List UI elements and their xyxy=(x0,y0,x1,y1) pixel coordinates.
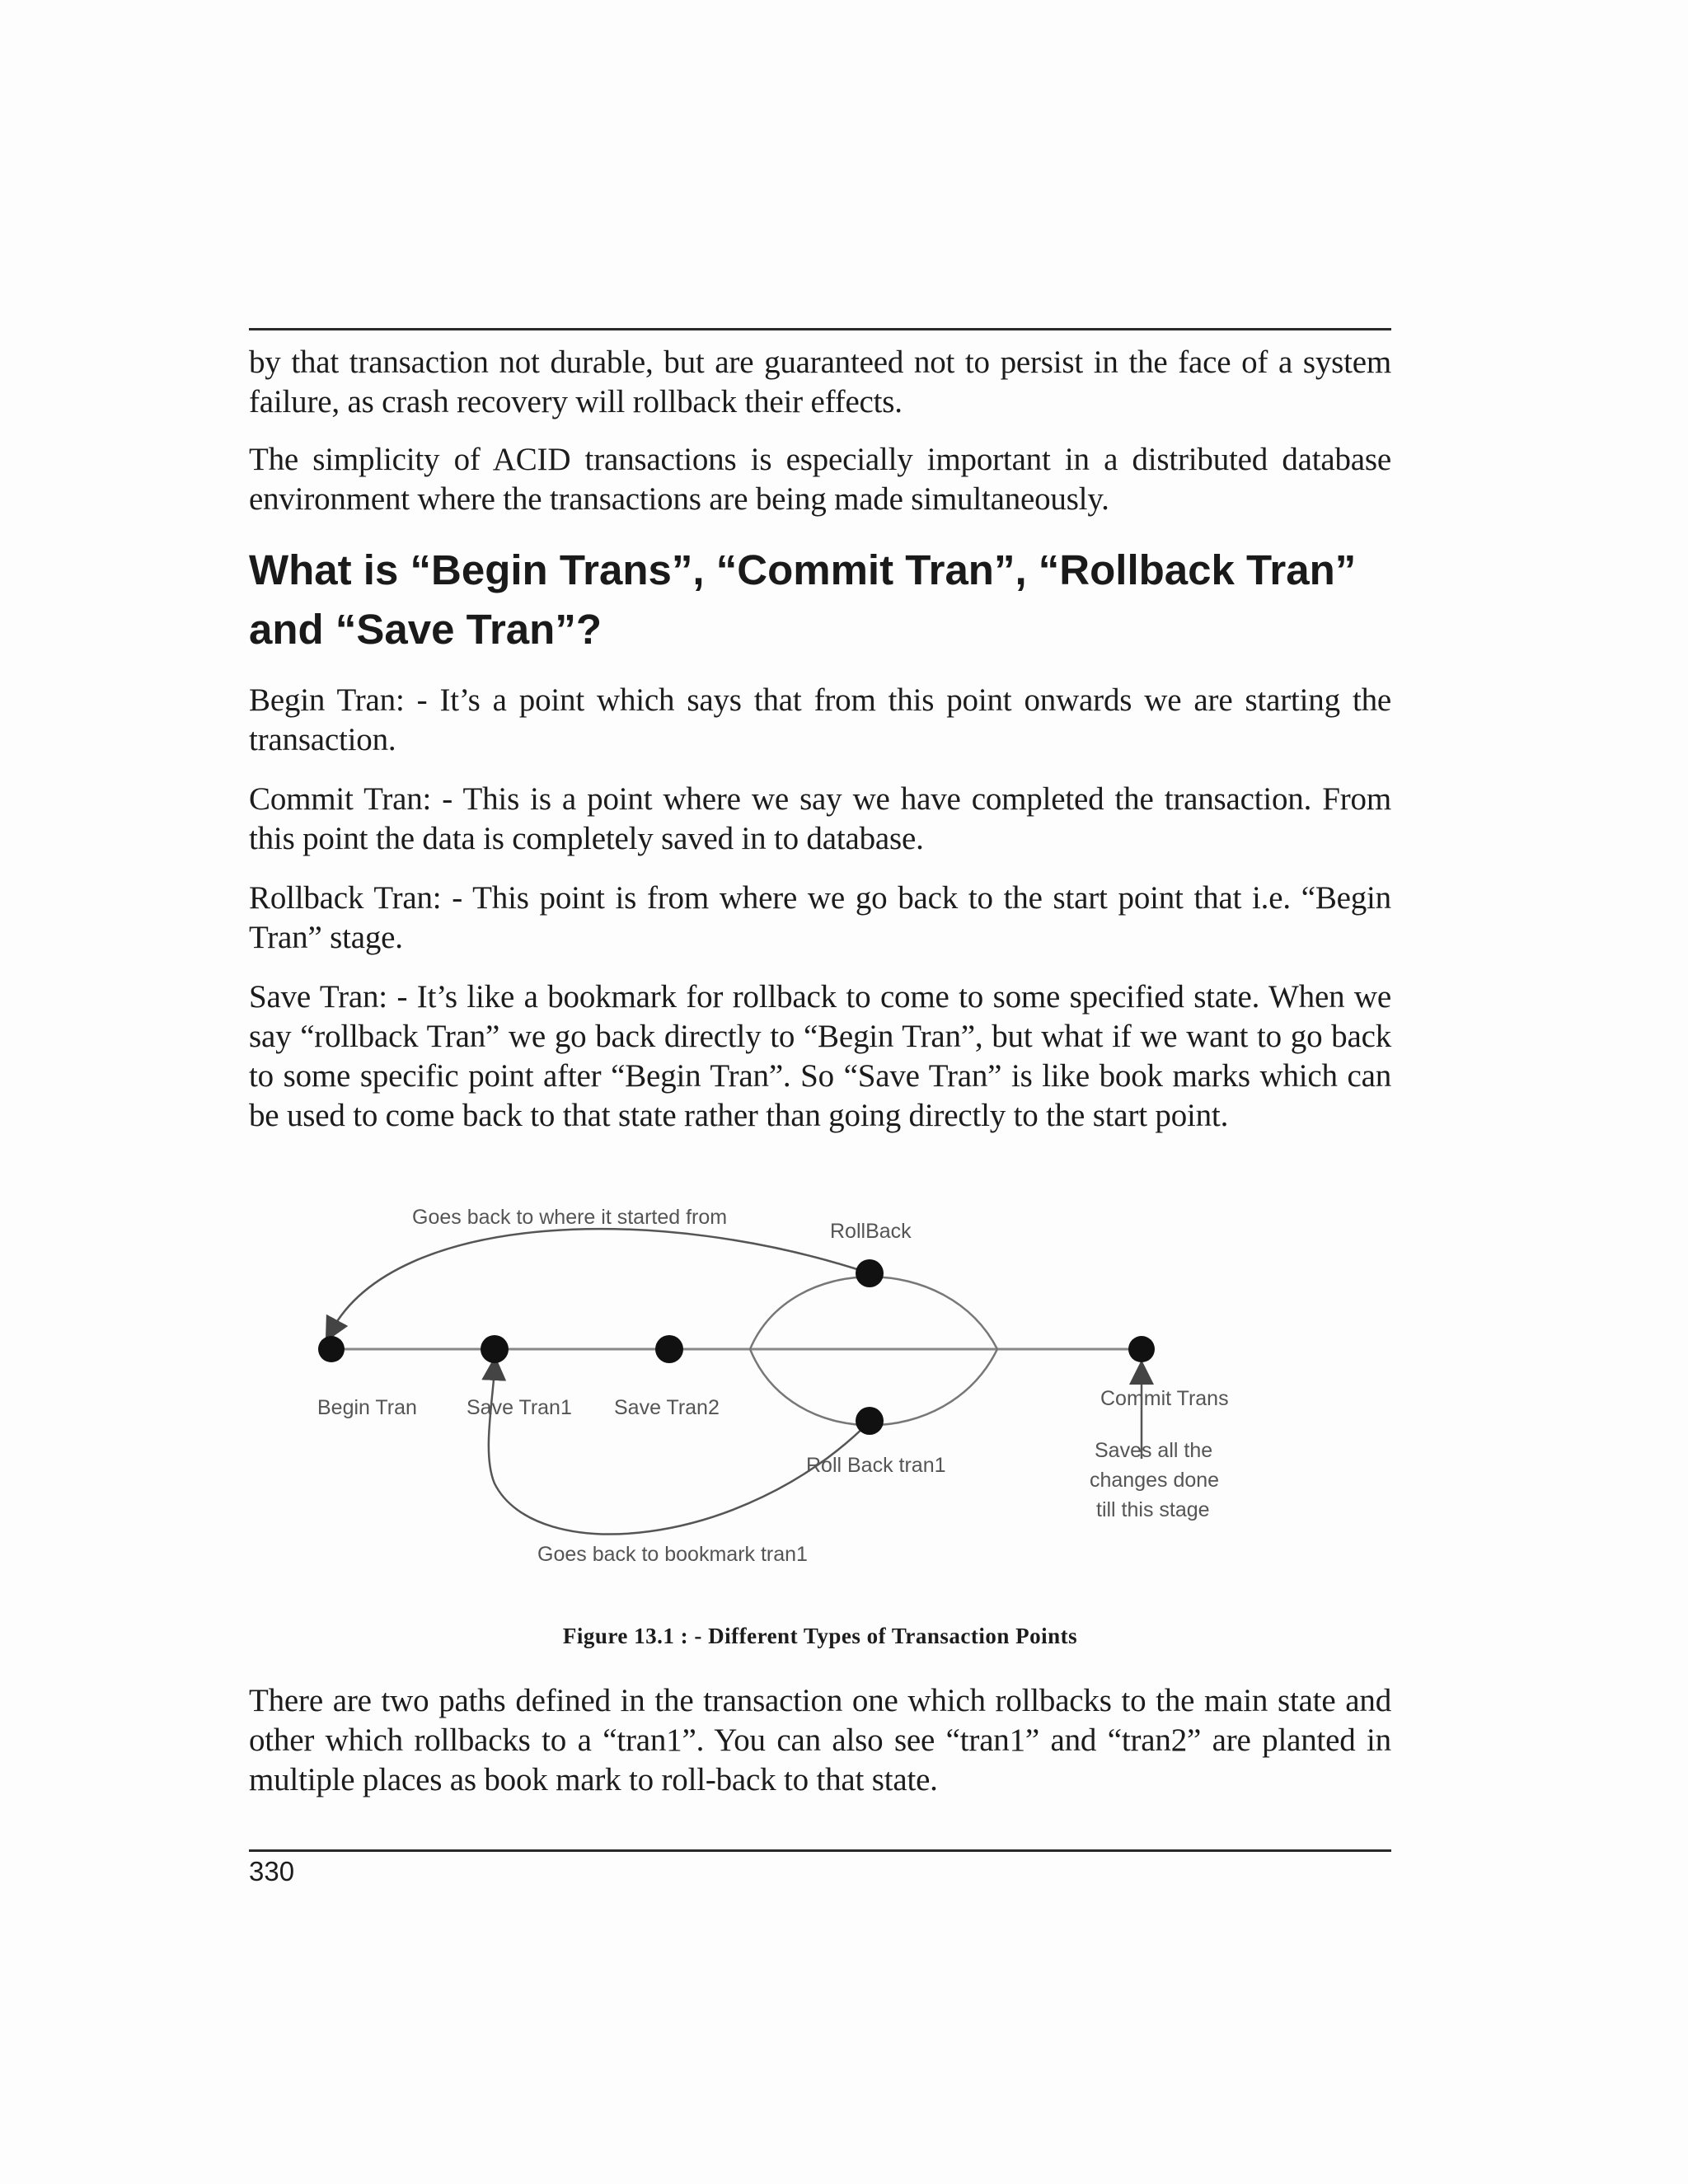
label-commit-trans: Commit Trans xyxy=(1100,1387,1229,1410)
closing-text xyxy=(249,1681,1391,1800)
node-roll-back-tran1 xyxy=(856,1407,884,1435)
arrow-to-begin xyxy=(331,1229,870,1331)
label-rollback: RollBack xyxy=(830,1220,912,1243)
label-saves-line2: changes done xyxy=(1090,1469,1220,1492)
page-number: 330 xyxy=(249,1856,295,1886)
paragraph-durability: by that transaction not durable, but are guaranteed not to persist in the face of a system failure, as crash recovery will rollback their effects. xyxy=(249,344,1391,419)
definition-rollback-tran: Rollback Tran: - This point is from where we go back to the start point that i.e. “Begin Tran” stage. xyxy=(249,880,1391,955)
label-saves-line3: till this stage xyxy=(1096,1498,1210,1521)
section-heading: What is “Begin Trans”, “Commit Tran”, “Rollback Tran” and “Save Tran”? xyxy=(249,546,1357,653)
label-begin-tran: Begin Tran xyxy=(317,1396,417,1419)
label-save-tran1: Save Tran1 xyxy=(467,1396,572,1419)
node-save-tran1 xyxy=(481,1335,509,1363)
paragraph-acid-simplicity: The simplicity of ACID transactions is especially important in a distributed database environment where the transactions are being made simultaneously. xyxy=(249,442,1391,517)
node-save-tran2 xyxy=(655,1335,683,1363)
label-roll-back-tran1: Roll Back tran1 xyxy=(806,1454,946,1477)
definition-save-tran: Save Tran: - It’s like a bookmark for rollback to come to some specified state. When we say “rollback Tran” we go back directly to “Begin Tran”, but what if we want to go back to some specific point after “Begin Tran”. So “Save Tran” is like book marks which can be used to come back to that state rather than going directly to the start point. xyxy=(249,979,1391,1133)
figure-caption: Figure 13.1 : - Different Types of Transaction Points xyxy=(562,1624,1078,1648)
definition-begin-tran: Begin Tran: - It’s a point which says that from this point onwards we are starting the transaction. xyxy=(249,682,1391,757)
label-goes-back-bookmark: Goes back to bookmark tran1 xyxy=(537,1543,808,1566)
arrow-to-save-tran1 xyxy=(489,1368,870,1534)
label-goes-back-start: Goes back to where it started from xyxy=(412,1206,728,1229)
definition-commit-tran: Commit Tran: - This is a point where we say we have completed the transaction. From this point the data is completely saved in to database. xyxy=(249,781,1391,856)
rollback-upper-arc xyxy=(750,1277,997,1349)
node-begin-tran xyxy=(318,1336,345,1362)
label-saves-line1: Saves all the xyxy=(1095,1439,1213,1462)
node-commit-trans xyxy=(1128,1336,1155,1362)
node-rollback xyxy=(856,1259,884,1287)
label-save-tran2: Save Tran2 xyxy=(614,1396,720,1419)
footer-rule xyxy=(249,1849,1391,1852)
paragraph-two-paths: There are two paths defined in the transaction one which rollbacks to the main state and other which rollbacks to a “tran1”. You can also see “tran1” and “tran2” are planted in multiple places as book mark to roll-back to that state. xyxy=(249,1683,1391,1797)
